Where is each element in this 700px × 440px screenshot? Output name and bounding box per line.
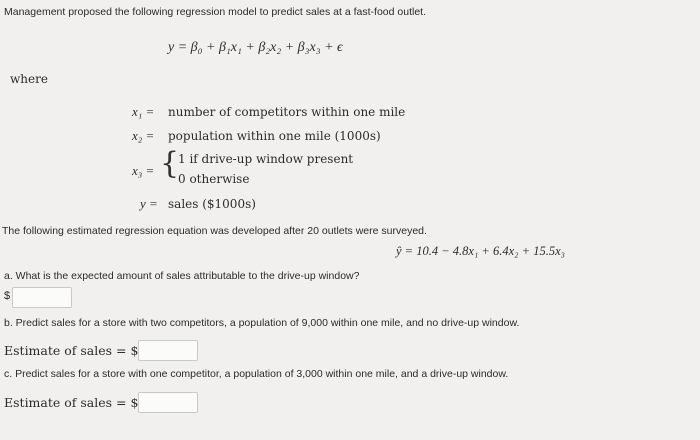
x3-case-1: 1 if drive-up window present	[178, 152, 354, 166]
estimated-equation: ŷ = 10.4 − 4.8x₁ + 6.4x₂ + 15.5x₃	[396, 244, 565, 258]
y-symbol: y =	[140, 196, 158, 211]
estimate-label-b: Estimate of sales = $	[4, 343, 139, 358]
where-label: where	[10, 72, 48, 86]
answer-c-input[interactable]	[138, 392, 198, 413]
x1-symbol: x₁ =	[132, 104, 155, 119]
answer-b-input[interactable]	[138, 340, 198, 361]
dollar-sign: $	[4, 290, 11, 302]
x3-symbol: x₃ =	[132, 163, 155, 178]
y-definition: sales ($1000s)	[168, 197, 256, 211]
intro-text: Management proposed the following regression model to predict sales at a fast-food outlet.	[4, 6, 426, 18]
estimate-label-c: Estimate of sales = $	[4, 395, 139, 410]
x3-case-2: 0 otherwise	[178, 172, 250, 186]
model-equation: y = β₀ + β₁x₁ + β₂x₂ + β₃x₃ + ϵ	[168, 40, 343, 55]
question-b: b. Predict sales for a store with two competitors, a population of 9,000 within one mile, and no drive-up window.	[4, 317, 520, 329]
answer-a-input[interactable]	[12, 287, 72, 308]
question-c: c. Predict sales for a store with one competitor, a population of 3,000 within one mile, and a drive-up window.	[4, 368, 509, 380]
estimate-intro-text: The following estimated regression equation was developed after 20 outlets were surveyed.	[2, 225, 427, 237]
x1-definition: number of competitors within one mile	[168, 105, 406, 119]
question-a: a. What is the expected amount of sales attributable to the drive-up window?	[4, 270, 360, 282]
x2-symbol: x₂ =	[132, 128, 155, 143]
x2-definition: population within one mile (1000s)	[168, 129, 381, 143]
brace-icon: {	[160, 146, 180, 181]
